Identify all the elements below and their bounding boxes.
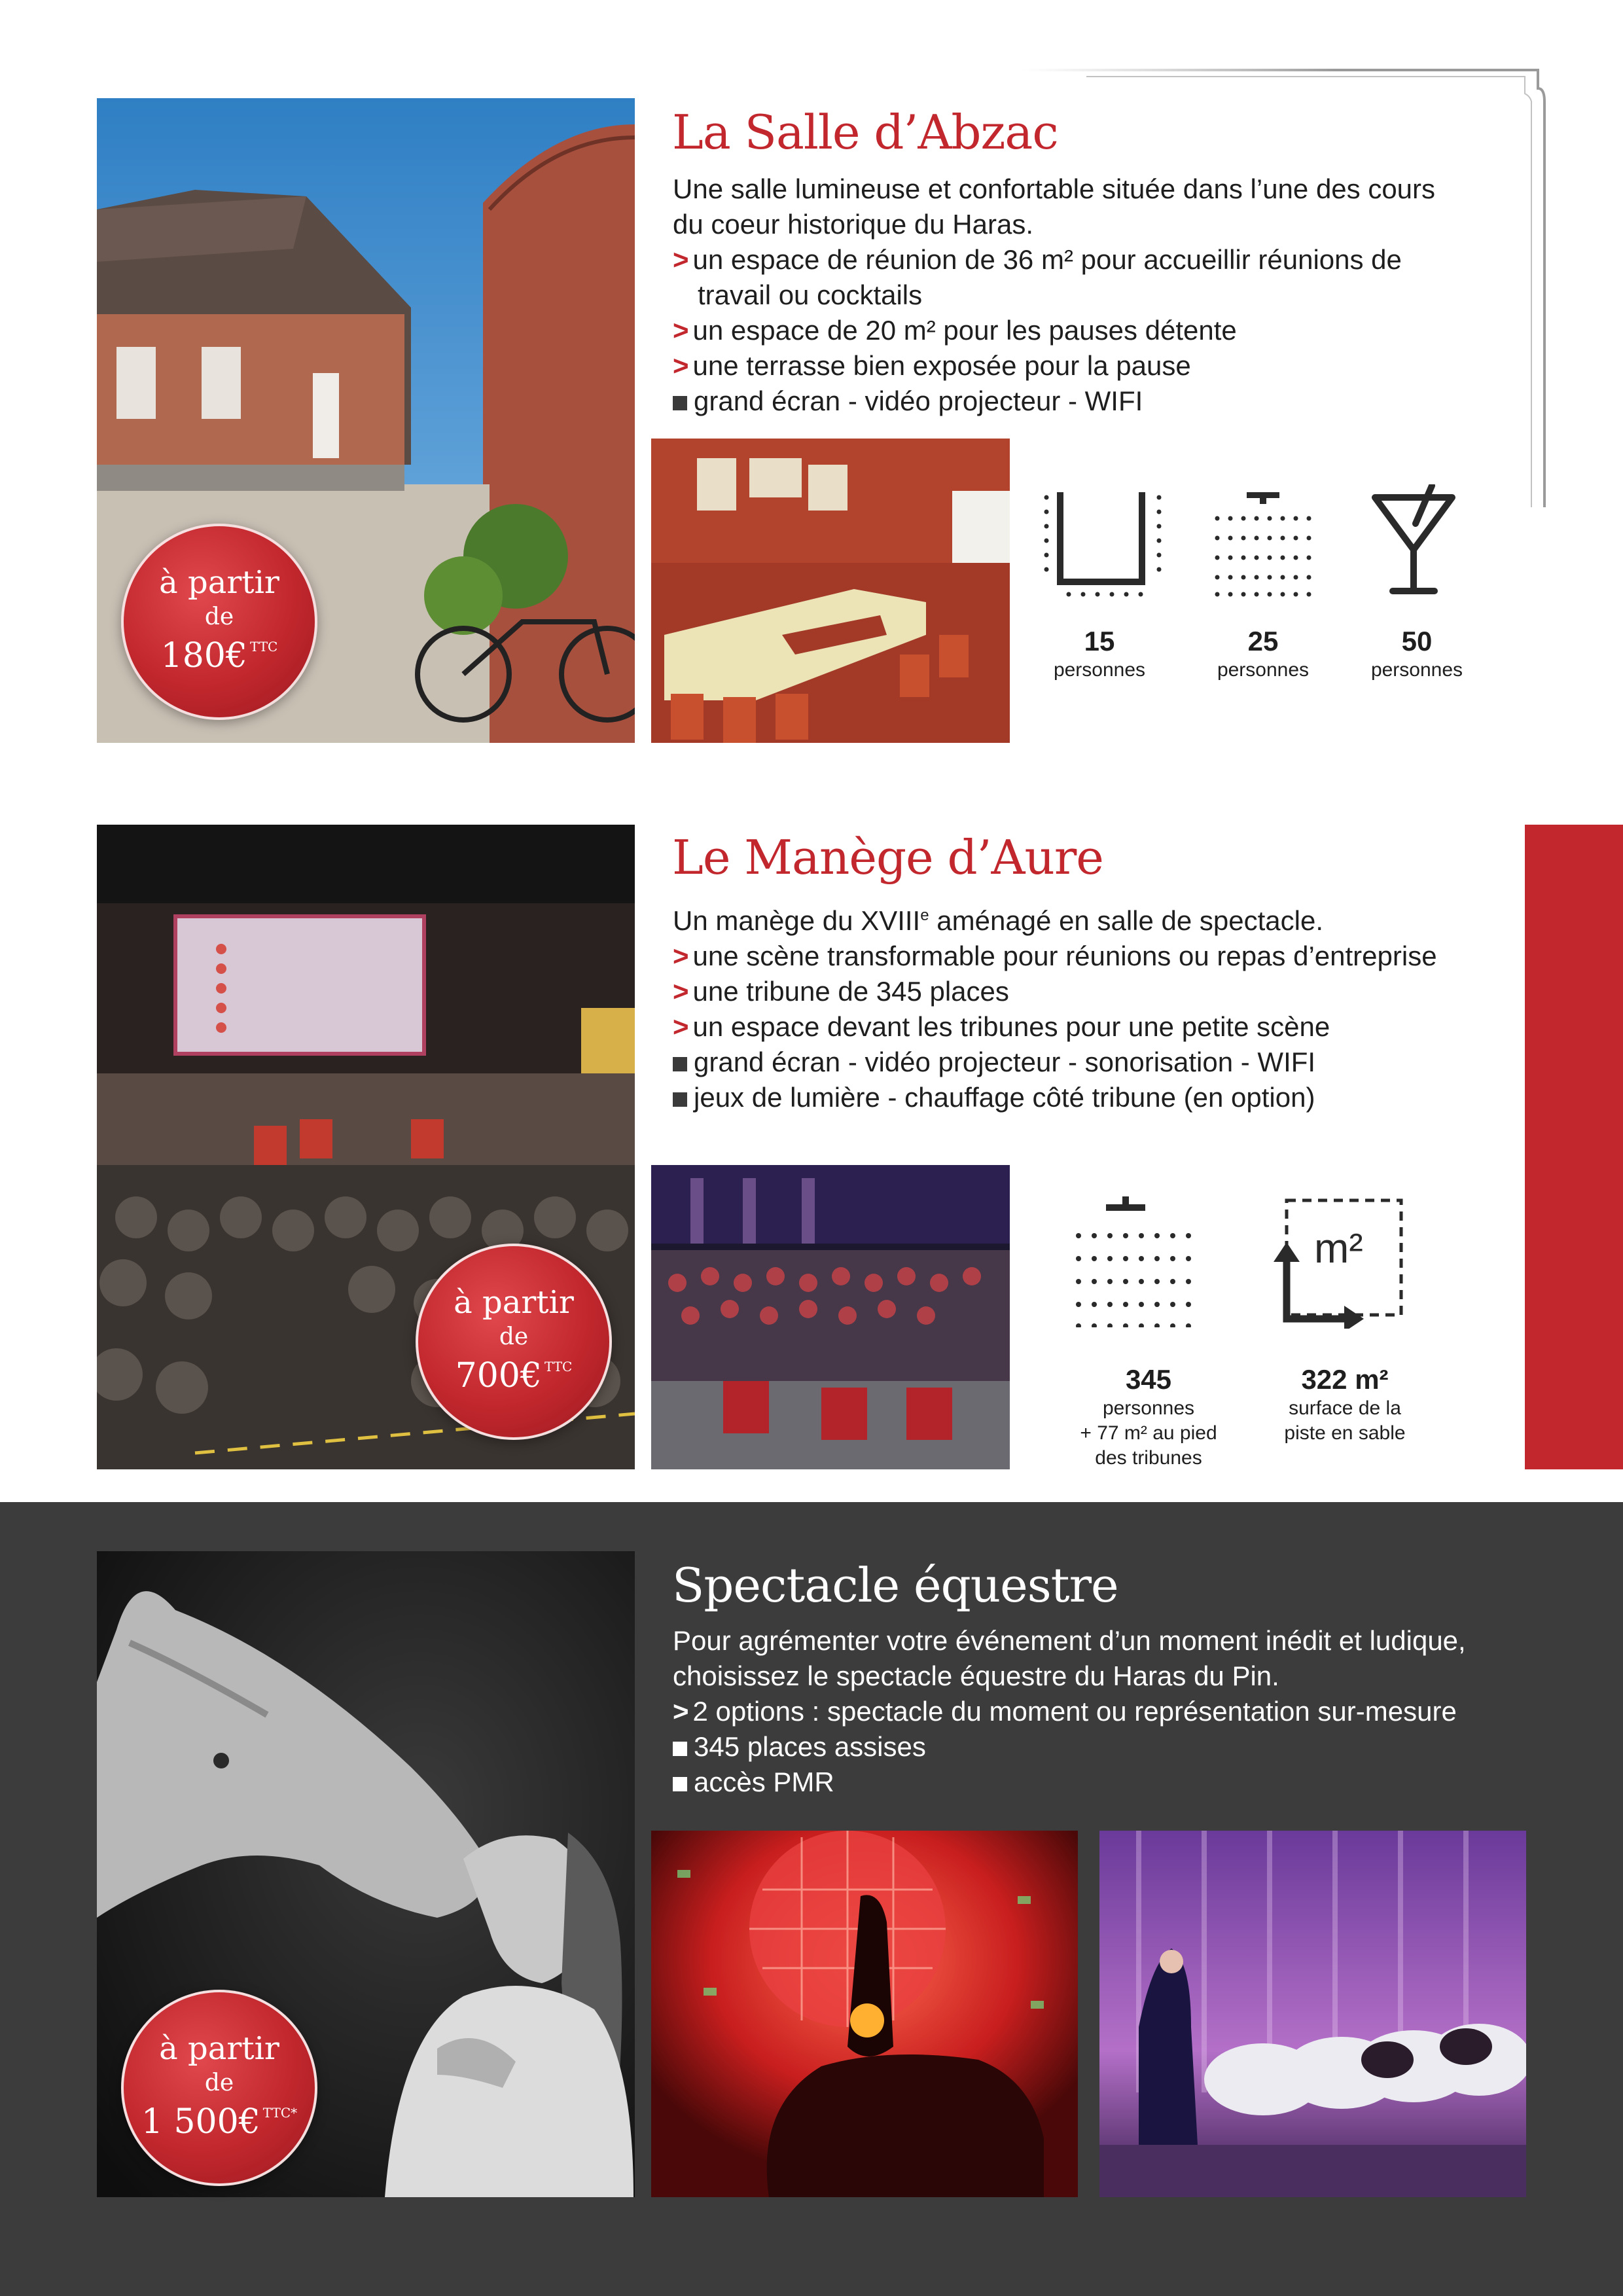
aure-intro: Un manège du XVIIIe aménagé en salle de spectacle. xyxy=(673,905,1323,936)
liberty-horses-show-photo xyxy=(1099,1831,1526,2197)
aure-feature: > une scène transformable pour réunions ou repas d’entreprise xyxy=(673,941,1437,971)
cocktail-icon xyxy=(1370,484,1458,599)
u-shape-layout-icon xyxy=(1043,492,1164,597)
aure-stat-surface: 322 m² surface de la piste en sable xyxy=(1284,1364,1406,1444)
spectacle-title: Spectacle équestre xyxy=(672,1558,1118,1613)
abzac-stat-cocktail: 50 personnes xyxy=(1370,626,1463,681)
price-prefix: à partir xyxy=(159,2030,279,2067)
abzac-feature: > un espace de 20 m² pour les pauses détente xyxy=(673,315,1237,346)
theatre-layout-icon xyxy=(1211,492,1319,597)
m2-label: m² xyxy=(1314,1225,1363,1272)
aure-title: Le Manège d’Aure xyxy=(672,830,1103,885)
aure-audience-photo xyxy=(651,1165,1010,1469)
abzac-intro-line-2: du coeur historique du Haras. xyxy=(673,209,1033,240)
abzac-stat-theatre: 25 personnes xyxy=(1217,626,1310,681)
price-de: de xyxy=(204,603,234,630)
price-amount: 1 500€ $^{TTC*}$ xyxy=(141,2102,298,2142)
spectacle-feature: 345 places assises xyxy=(673,1729,1537,1765)
abzac-title: La Salle d’Abzac xyxy=(672,105,1058,160)
abzac-meeting-room-photo xyxy=(651,439,1010,743)
abzac-feature-cont: travail ou cocktails xyxy=(698,279,923,310)
price-de: de xyxy=(499,1323,529,1350)
disco-ball-rider-photo xyxy=(651,1831,1078,2197)
spectacle-description xyxy=(673,1623,1537,1800)
surface-m2-icon xyxy=(1270,1198,1404,1329)
abzac-feature: > une terrasse bien exposée pour la pause xyxy=(673,350,1191,381)
side-accent-bar xyxy=(1525,825,1623,1469)
aure-price-badge xyxy=(416,1244,612,1440)
abzac-intro-line-1: Une salle lumineuse et confortable située dans l’une des cours xyxy=(673,173,1436,204)
theatre-layout-icon xyxy=(1073,1196,1198,1327)
spectacle-intro-line-1: Pour agrémenter votre événement d’un moment inédit et ludique, xyxy=(673,1625,1466,1656)
abzac-price-badge xyxy=(121,524,317,720)
price-de: de xyxy=(204,2070,234,2096)
price-prefix: à partir xyxy=(159,564,279,601)
aure-description xyxy=(673,898,1517,1115)
spectacle-feature: accès PMR xyxy=(673,1765,1537,1800)
aure-feature: > une tribune de 345 places xyxy=(673,976,1009,1007)
abzac-description xyxy=(673,171,1510,419)
aure-stat-seats: 345 personnes + 77 m² au pied des tribunes xyxy=(1080,1364,1217,1469)
spectacle-feature: > 2 options : spectacle du moment ou représentation sur-mesure xyxy=(673,1696,1457,1727)
abzac-equipment: grand écran - vidéo projecteur - WIFI xyxy=(673,384,1510,419)
price-prefix: à partir xyxy=(454,1284,574,1321)
spectacle-price-badge xyxy=(121,1990,317,2186)
abzac-stat-u-shape: 15 personnes xyxy=(1053,626,1146,681)
aure-equipment: jeux de lumière - chauffage côté tribune (en option) xyxy=(673,1080,1517,1115)
spectacle-intro-line-2: choisissez le spectacle équestre du Haras du Pin. xyxy=(673,1660,1279,1691)
price-amount: 700€ $^{TTC}$ xyxy=(455,1356,573,1395)
abzac-feature: > un espace de réunion de 36 m² pour accueillir réunions de xyxy=(673,244,1402,275)
aure-equipment: grand écran - vidéo projecteur - sonorisation - WIFI xyxy=(673,1045,1517,1080)
price-amount: 180€ $^{TTC}$ xyxy=(160,636,278,675)
aure-feature: > un espace devant les tribunes pour une petite scène xyxy=(673,1011,1330,1042)
